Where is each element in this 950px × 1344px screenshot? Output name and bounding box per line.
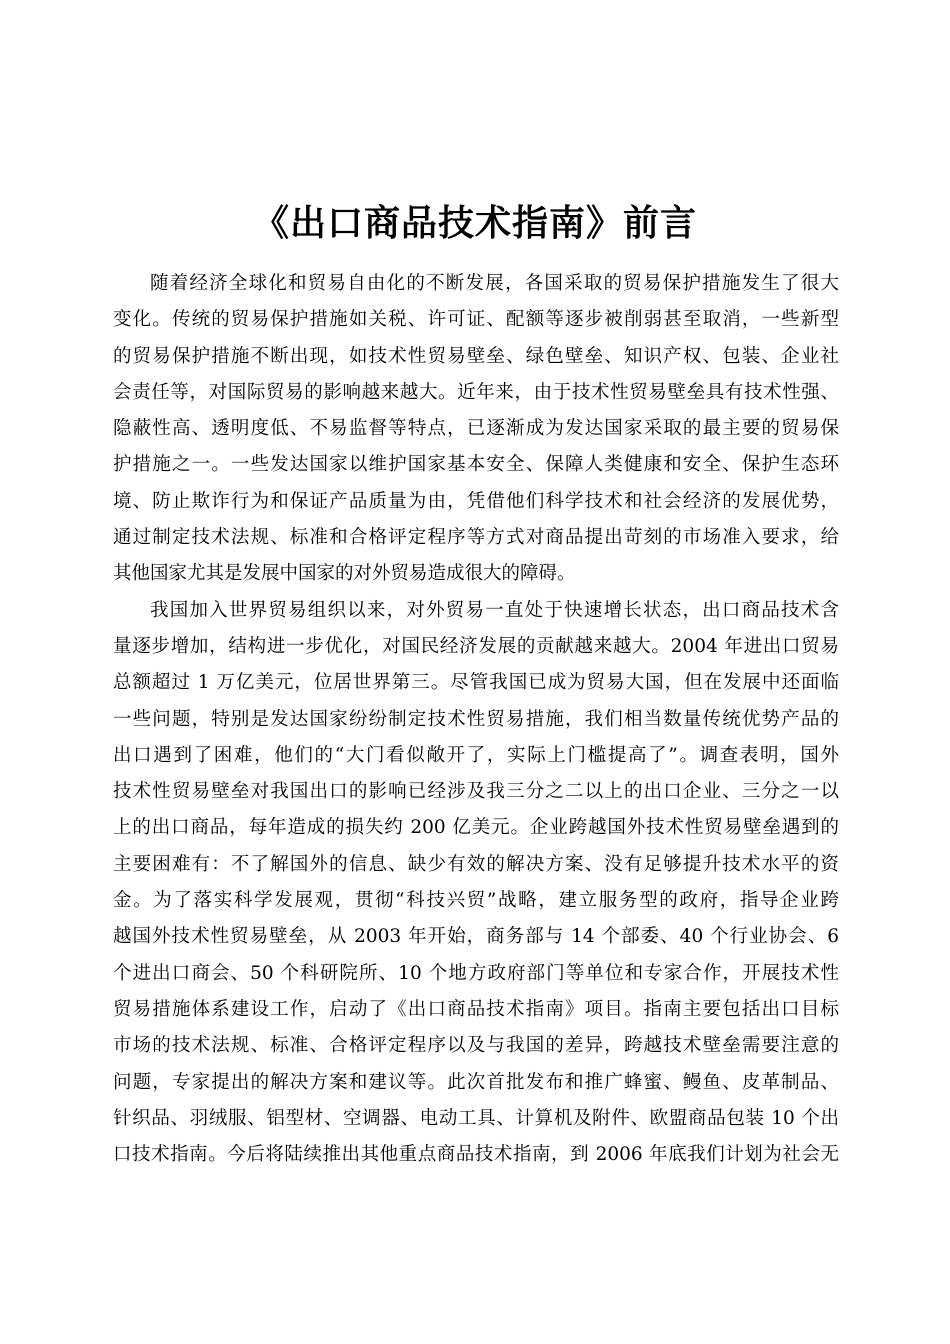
text-line: 金。为了落实科学发展观，贯彻“科技兴贸”战略，建立服务型的政府，指导企业跨 <box>113 890 839 912</box>
text-line: 越国外技术性贸易壁垒，从 2003 年开始，商务部与 14 个部委、40 个行业协会、6 <box>113 926 839 948</box>
text-line: 随着经济全球化和贸易自由化的不断发展，各国采取的贸易保护措施发生了很大 <box>150 273 839 294</box>
text-line: 变化。传统的贸易保护措施如关税、许可证、配额等逐步被削弱甚至取消，一些新型 <box>113 309 839 331</box>
text-line: 量逐步增加，结构进一步优化，对国民经济发展的贡献越来越大。2004 年进出口贸易 <box>113 635 839 657</box>
text-line: 上的出口商品，每年造成的损失约 200 亿美元。企业跨越国外技术性贸易壁垒遇到的 <box>113 817 839 839</box>
text-line: 隐蔽性高、透明度低、不易监督等特点，已逐渐成为发达国家采取的最主要的贸易保 <box>113 418 839 440</box>
text-line: 境、防止欺诈行为和保证产品质量为由，凭借他们科学技术和社会经济的发展优势， <box>113 490 839 512</box>
text-line: 护措施之一。一些发达国家以维护国家基本安全、保障人类健康和安全、保护生态环 <box>113 454 839 476</box>
text-line: 贸易措施体系建设工作，启动了《出口商品技术指南》项目。指南主要包括出口目标 <box>113 998 839 1020</box>
text-line: 口技术指南。今后将陆续推出其他重点商品技术指南，到 2006 年底我们计划为社会无 <box>113 1144 839 1166</box>
text-line: 出口遇到了困难，他们的“大门看似敞开了，实际上门槛提高了”。调查表明，国外 <box>113 744 839 766</box>
text-line: 问题，专家提出的解决方案和建议等。此次首批发布和推广蜂蜜、鳗鱼、皮革制品、 <box>113 1071 839 1093</box>
text-line: 主要困难有：不了解国外的信息、缺少有效的解决方案、没有足够提升技术水平的资 <box>113 853 839 875</box>
text-line: 个进出口商会、50 个科研院所、10 个地方政府部门等单位和专家合作，开展技术性 <box>113 962 839 984</box>
document-title: 《出口商品技术指南》前言 <box>252 203 697 244</box>
text-line: 通过制定技术法规、标准和合格评定程序等方式对商品提出苛刻的市场准入要求，给 <box>113 527 839 549</box>
text-line: 市场的技术法规、标准、合格评定程序以及与我国的差异，跨越技术壁垒需要注意的 <box>113 1035 839 1057</box>
document-body <box>113 266 839 1173</box>
text-line: 会责任等，对国际贸易的影响越来越大。近年来，由于技术性贸易壁垒具有技术性强、 <box>113 381 839 403</box>
paragraph-1 <box>113 266 839 593</box>
paragraph-2 <box>113 593 839 1174</box>
text-line: 一些问题，特别是发达国家纷纷制定技术性贸易措施，我们相当数量传统优势产品的 <box>113 708 839 730</box>
text-line: 针织品、羽绒服、铝型材、空调器、电动工具、计算机及附件、欧盟商品包装 10 个出 <box>113 1107 839 1129</box>
text-line: 技术性贸易壁垒对我国出口的影响已经涉及我三分之二以上的出口企业、三分之一以 <box>113 781 839 803</box>
text-line: 我国加入世界贸易组织以来，对外贸易一直处于快速增长状态，出口商品技术含 <box>150 599 839 621</box>
text-line: 的贸易保护措施不断出现，如技术性贸易壁垒、绿色壁垒、知识产权、包装、企业社 <box>113 345 839 367</box>
text-line: 总额超过 1 万亿美元，位居世界第三。尽管我国已成为贸易大国，但在发展中还面临 <box>113 672 839 694</box>
text-line: 其他国家尤其是发展中国家的对外贸易造成很大的障碍。 <box>113 563 576 585</box>
